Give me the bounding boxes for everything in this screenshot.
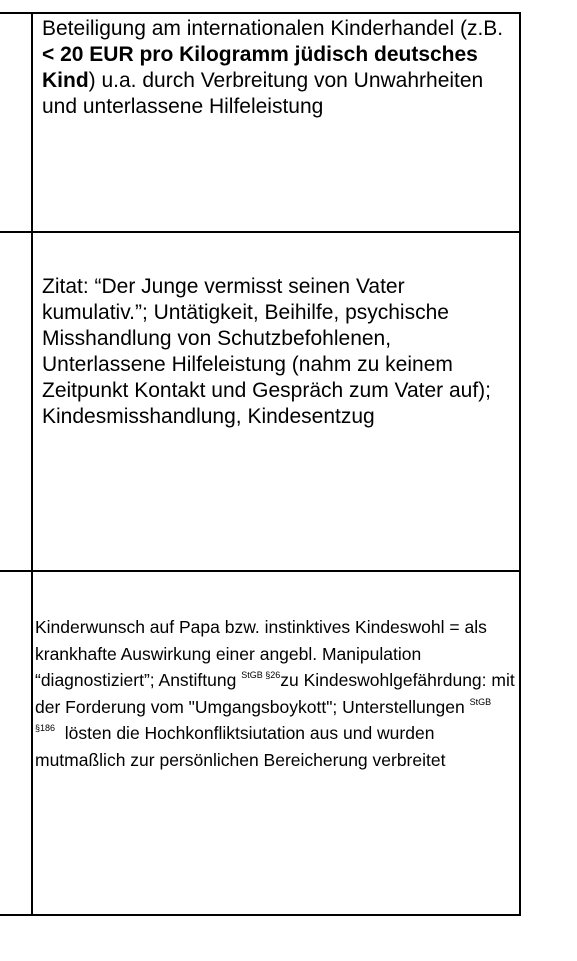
cell-text: zu Kindeswohlgefährdung: mit der Forderung vom "Umgangsboykott"; Unterstellungen [35,670,515,717]
cell-text: lösten die Hochkonfliktsiutation aus und wurden mutmaßlich zur persönlichen Bereicherung verbreitet [35,723,446,770]
table-border-right [519,12,521,916]
cell-bold-text: < 20 EUR pro Kilogramm jüdisch deutsches Kind [42,43,478,92]
row-divider [0,570,520,572]
row-divider [0,231,520,233]
table-border-left [31,12,33,916]
cell-text: Kinderwunsch auf Papa bzw. instinktives Kindeswohl = als krankhafte Auswirkung einer angebl. Manipulation “diagnostiziert”; Anstiftung [35,617,487,690]
cell-text: ) u.a. durch Verbreitung von Unwahrheiten und unterlassene Hilfeleistung [42,69,484,118]
table-cell-row-3 [35,614,517,773]
cell-text: Zitat: “Der Junge vermisst seinen Vater kumulativ.”; Untätigkeit, Beihilfe, psychische Misshandlung von Schutzbefohlenen, Unterlassene Hilfeleistung (nahm zu keinem Zeitpunkt Kontakt und Gespräch zum Vater auf); Kindesmisshandlung, Kindesentzug [42,275,492,428]
table-cell-row-1 [42,16,512,120]
table-border-top [0,12,520,14]
statute-reference: StGB §186 [35,696,492,733]
table-cell-row-2 [42,274,512,430]
statute-reference: StGB §26 [241,670,281,680]
cell-text: Beteiligung am internationalen Kinderhandel (z.B. [42,17,504,40]
table-border-bottom [0,914,520,916]
